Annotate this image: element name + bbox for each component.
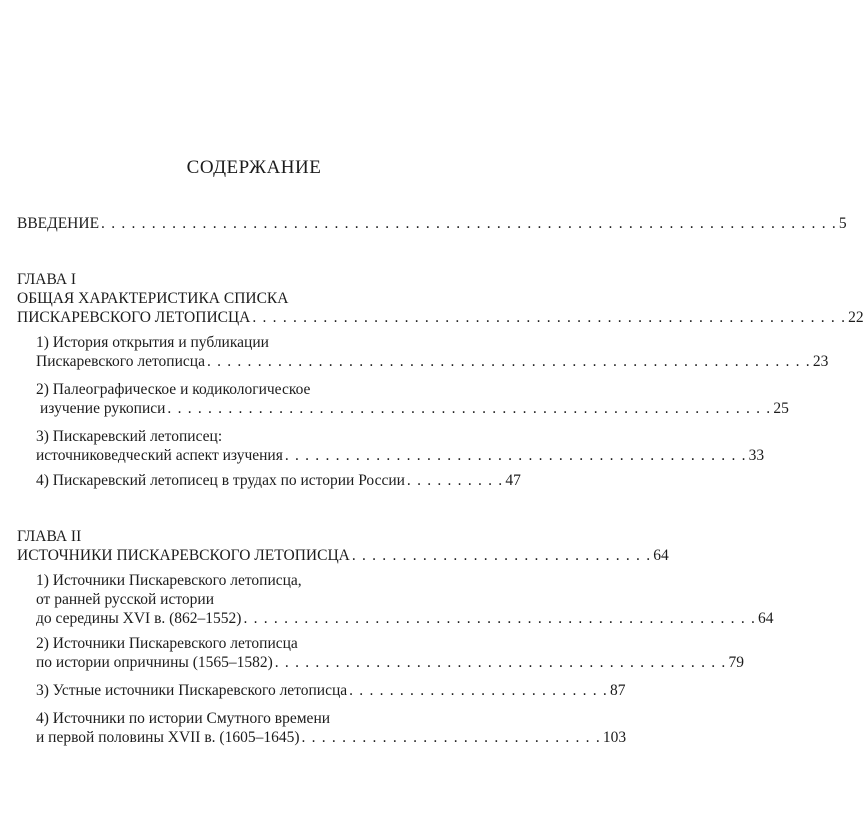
leader-dots: . . . . . . . . . . . . . . . . . . . . . . . . . . . . . .: [351, 547, 652, 564]
section-title: от ранней русской истории: [36, 591, 215, 608]
toc-chapter-2: [17, 527, 669, 565]
section-title: 1) История открытия и публикации: [36, 334, 269, 351]
toc-chapter-1: [17, 270, 864, 327]
entry-page: 5: [838, 215, 847, 232]
entry-page: 25: [773, 400, 789, 417]
toc-section: [36, 471, 521, 490]
section-title: 3) Пискаревский летописец:: [36, 428, 223, 445]
section-title: изучение рукописи: [40, 400, 166, 417]
section-title: 4) Источники по истории Смутного времени: [36, 710, 331, 727]
toc-section: [36, 634, 744, 672]
entry-page: 79: [728, 654, 744, 671]
leader-dots: . . . . . . . . . . . . . . . . . . . . . . . . . . . . . .: [301, 729, 601, 746]
entry-page: 87: [609, 682, 626, 699]
leader-dots: . . . . . . . . . . . . . . . . . . . . . . . . . . . . . . . . . . . . . . . . . . . . . . . . . . . . . . . . . . . .: [167, 400, 772, 417]
toc-section: [36, 333, 829, 371]
section-title: 3) Устные источники Пискаревского летописца: [36, 682, 348, 699]
leader-dots: . . . . . . . . . . . . . . . . . . . . . . . . . . . . . . . . . . . . . . . . . . . . .: [274, 654, 727, 671]
toc-section: [36, 427, 765, 465]
leader-dots: . . . . . . . . . .: [406, 472, 504, 489]
leader-dots: . . . . . . . . . . . . . . . . . . . . . . . . . . . . . . . . . . . . . . . . . . . . . . . . . . . . . . . . . . . . . . . . . . . . . . . . .: [101, 215, 837, 232]
toc-section: [36, 709, 627, 747]
section-title: 1) Источники Пискаревского летописца,: [36, 572, 302, 589]
chapter-title: ПИСКАРЕВСКОГО ЛЕТОПИСЦА: [17, 309, 251, 326]
leader-dots: . . . . . . . . . . . . . . . . . . . . . . . . . . . . . . . . . . . . . . . . . . . . . .: [284, 447, 747, 464]
leader-dots: . . . . . . . . . . . . . . . . . . . . . . . . . . . . . . . . . . . . . . . . . . . . . . . . . . .: [243, 610, 757, 627]
chapter-label: ГЛАВА I: [17, 271, 77, 288]
leader-dots: . . . . . . . . . . . . . . . . . . . . . . . . . .: [349, 682, 608, 699]
entry-page: 64: [653, 547, 669, 564]
entry-page: 47: [505, 472, 521, 489]
chapter-title: ИСТОЧНИКИ ПИСКАРЕВСКОГО ЛЕТОПИСЦА: [17, 547, 350, 564]
entry-page: 23: [812, 353, 829, 370]
section-title: Пискаревского летописца: [36, 353, 205, 370]
section-title: 2) Источники Пискаревского летописца: [36, 635, 298, 652]
leader-dots: . . . . . . . . . . . . . . . . . . . . . . . . . . . . . . . . . . . . . . . . . . . . . . . . . . . . . . . . . . .: [252, 309, 847, 326]
toc-section: [36, 380, 789, 418]
entry-page: 33: [748, 447, 765, 464]
section-title: по истории опричнины (1565–1582): [36, 654, 273, 671]
chapter-label: ГЛАВА II: [17, 528, 82, 545]
section-title: источниковедческий аспект изучения: [36, 447, 283, 464]
section-title: 4) Пискаревский летописец в трудах по истории России: [36, 472, 405, 489]
leader-dots: . . . . . . . . . . . . . . . . . . . . . . . . . . . . . . . . . . . . . . . . . . . . . . . . . . . . . . . . . . . .: [206, 353, 811, 370]
section-title: до середины XVI в. (862–1552): [36, 610, 242, 627]
chapter-title: ОБЩАЯ ХАРАКТЕРИСТИКА СПИСКА: [17, 290, 289, 307]
toc-entry-intro: [17, 214, 847, 233]
toc-section: [36, 571, 774, 628]
entry-title: ВВЕДЕНИЕ: [17, 215, 100, 232]
entry-page: 64: [758, 610, 774, 627]
toc-heading: СОДЕРЖАНИЕ: [186, 157, 322, 178]
entry-page: 22: [848, 309, 864, 326]
section-title: и первой половины XVII в. (1605–1645): [36, 729, 300, 746]
entry-page: 103: [602, 729, 627, 746]
toc-section: [36, 681, 626, 700]
section-title: 2) Палеографическое и кодикологическое: [36, 381, 311, 398]
